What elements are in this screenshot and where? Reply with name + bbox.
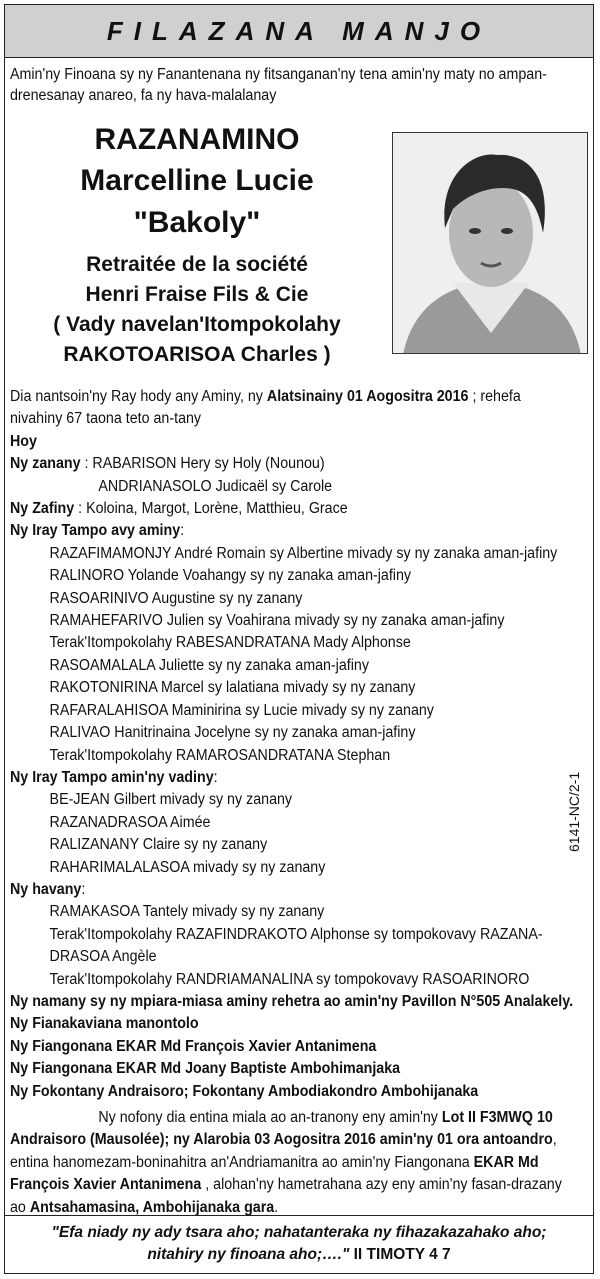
intro-line: drenesanay anareo, fa ny hava-malalanay	[10, 87, 277, 104]
iray-tampo-aminy-row: Ny Iray Tampo avy aminy:	[10, 522, 185, 540]
list-item: RALIVAO Hanitrinaina Jocelyne sy ny zanaka aman-jafiny	[49, 724, 416, 742]
bold-line: Ny namany sy ny mpiara-miasa aminy rehetra ao amin'ny Pavillon N°505 Analakely.	[10, 992, 574, 1010]
list-item: RASOARINIVO Augustine sy ny zanany	[49, 589, 303, 607]
bold-line: Ny Fiangonana EKAR Md Joany Baptiste Ambohimanjaka	[10, 1060, 401, 1078]
zanany-row: Ny zanany : RABARISON Hery sy Holy (Nounou)	[10, 455, 325, 473]
quote-line	[10, 1244, 588, 1266]
burial-date: Andraisoro (Mausolée); ny Alarobia 03 Aogositra 2016 amin'ny 01 ora antoandro	[10, 1131, 553, 1149]
zafiny-label: Ny Zafiny	[10, 500, 75, 518]
list-item: DRASOA Angèle	[49, 948, 157, 966]
burial-text: Ny nofony dia entina miala ao an-tranony eny amin'ny	[98, 1109, 442, 1126]
iray-tampo-vadiny-row: Ny Iray Tampo amin'ny vadiny:	[10, 768, 218, 786]
intro-text	[10, 64, 588, 106]
list-item: RAFARALAHISOA Maminirina sy Lucie mivady sy ny zanany	[49, 701, 434, 719]
quote-text: nitahiry ny finoana aho;…."	[147, 1246, 354, 1263]
bible-quote	[10, 1222, 588, 1266]
bold-line: Ny Fianakaviana manontolo	[10, 1015, 199, 1033]
iray-tampo-aminy-label: Ny Iray Tampo avy aminy	[10, 522, 181, 540]
divider	[4, 1215, 594, 1216]
list-item: Terak'Itompokolahy RAZAFINDRAKOTO Alphonse sy tompokovavy RAZANA-	[49, 925, 543, 943]
quote-reference: II TIMOTY 4 7	[353, 1246, 451, 1263]
deceased-title-line: RAKOTOARISOA Charles )	[63, 343, 331, 366]
bold-line: Ny Fokontany Andraisoro; Fokontany Ambodiakondro Ambohijanaka	[10, 1082, 479, 1100]
intro-line: Amin'ny Finoana sy ny Fanantenana ny fitsanganan'ny tena amin'ny maty no ampan-	[10, 66, 547, 83]
list-item: RALINORO Yolande Voahangy sy ny zanaka aman-jafiny	[49, 567, 412, 585]
burial-line	[10, 1152, 588, 1174]
list-item: Terak'Itompokolahy RABESANDRATANA Mady Alphonse	[49, 634, 411, 652]
quote-line: "Efa niady ny ady tsara aho; nahatanteraka ny fihazakazahako aho;	[51, 1224, 547, 1241]
deceased-title-line: Retraitée de la société	[86, 253, 308, 276]
havany-row: Ny havany:	[10, 880, 86, 898]
death-notice-rest: ; rehefa	[468, 388, 521, 405]
list-item: RAKOTONIRINA Marcel sy lalatiana mivady sy ny zanany	[49, 679, 416, 697]
zanany-label: Ny zanany	[10, 455, 81, 473]
burial-line	[10, 1129, 588, 1151]
list-item: RALIZANANY Claire sy ny zanany	[49, 836, 268, 854]
bold-line: Ny Fiangonana EKAR Md François Xavier Antanimena	[10, 1037, 377, 1055]
notice-header	[4, 4, 594, 58]
zanany-item: RABARISON Hery sy Holy (Nounou)	[92, 455, 325, 473]
burial-line	[10, 1107, 588, 1129]
deceased-surname: RAZANAMINO	[94, 123, 300, 156]
deceased-title-line: Henri Fraise Fils & Cie	[85, 283, 309, 306]
notice-title: FILAZANA MANJO	[106, 15, 492, 46]
portrait-photo-svg	[393, 133, 588, 354]
list-item: RAHARIMALALASOA mivady sy ny zanany	[49, 858, 326, 876]
list-item: BE-JEAN Gilbert mivady sy ny zanany	[49, 791, 293, 809]
list-item: RAZAFIMAMONJY André Romain sy Albertine mivady sy ny zanaka aman-jafiny	[49, 544, 558, 562]
burial-line	[10, 1174, 588, 1196]
death-notice-line	[10, 386, 588, 408]
burial-text: ao	[10, 1198, 30, 1216]
portrait-photo-icon	[392, 132, 588, 354]
list-item: RAMAKASOA Tantely mivady sy ny zanany	[49, 903, 325, 921]
havany-label: Ny havany	[10, 880, 82, 898]
zafiny-value: Koloina, Margot, Lorène, Matthieu, Grace	[86, 500, 348, 518]
list-item: RAZANADRASOA Aimée	[49, 813, 211, 831]
list-item: RASOAMALALA Juliette sy ny zanaka aman-jafiny	[49, 656, 369, 674]
burial-church: François Xavier Antanimena	[10, 1176, 202, 1194]
list-item: Terak'Itompokolahy RANDRIAMANALINA sy tompokovavy RASOARINORO	[49, 970, 530, 988]
list-item: Terak'Itompokolahy RAMAROSANDRATANA Stephan	[49, 746, 391, 764]
death-date: Alatsinainy 01 Aogositra 2016	[266, 388, 469, 405]
deceased-nickname: "Bakoly"	[133, 206, 261, 239]
side-code: 6141-NC/2-1	[566, 771, 582, 852]
zanany-item: ANDRIANASOLO Judicaël sy Carole	[98, 477, 333, 495]
deceased-title-line: ( Vady navelan'Itompokolahy	[53, 313, 341, 336]
list-item: RAMAHEFARIVO Julien sy Voahirana mivady sy ny zanaka aman-jafiny	[49, 612, 505, 630]
burial-place: Antsahamasina, Ambohijanaka gara	[29, 1198, 275, 1216]
death-notice-lead: Dia nantsoin'ny Ray hody any Aminy, ny	[10, 388, 267, 405]
burial-church: EKAR Md	[473, 1153, 539, 1171]
notice-body	[10, 386, 588, 1219]
burial-text: , alohan'ny hametrahana azy eny amin'ny fasan-drazany	[201, 1176, 562, 1194]
burial-text: .	[274, 1198, 279, 1216]
burial-text: ,	[552, 1131, 557, 1149]
hoy-label: Hoy	[10, 432, 37, 450]
burial-text: entina hanomezam-boninahitra an'Andriamanitra ao amin'ny Fiangonana	[10, 1153, 474, 1171]
death-notice-age: nivahiny 67 taona teto an-tany	[10, 410, 202, 428]
iray-tampo-vadiny-label: Ny Iray Tampo amin'ny vadiny	[10, 768, 214, 786]
deceased-given-names: Marcelline Lucie	[80, 164, 314, 197]
burial-address: Lot II F3MWQ 10	[441, 1109, 553, 1126]
deceased-name-block	[12, 120, 382, 370]
zafiny-row: Ny Zafiny : Koloina, Margot, Lorène, Matthieu, Grace	[10, 500, 348, 518]
